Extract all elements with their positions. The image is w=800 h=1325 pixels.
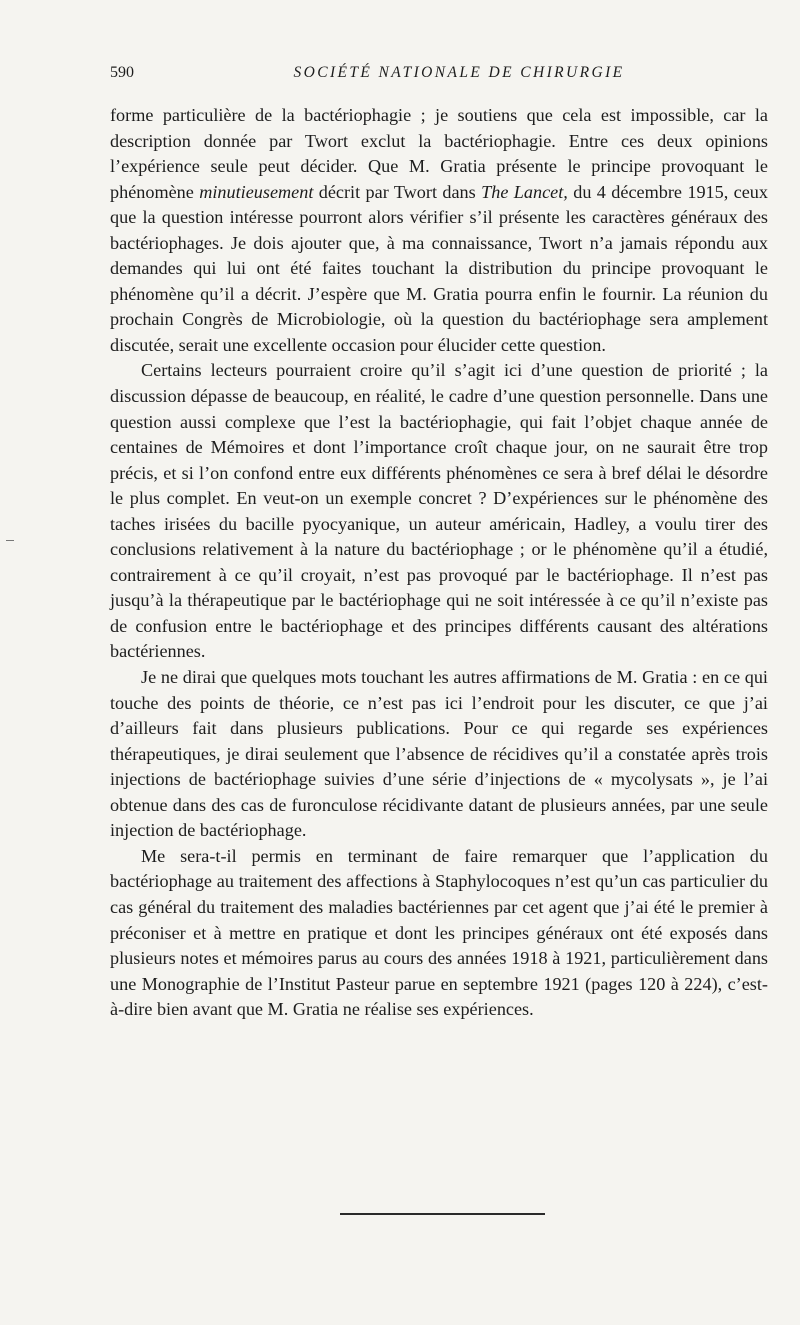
emphasis-text: minutieusement xyxy=(199,181,314,202)
text-segment: Me sera-t-il permis en terminant de faire remarquer que l’application du bactériophage au traitement des affections à Staphylocoques n’est qu’un cas particulier du cas général du traitement des maladies bactériennes par cet agent que j’ai été le premier à préconiser et à mettre en pratique et dont les principes généraux ont été exposés dans plusieurs notes et mémoires parus au cours des années 1918 à 1921, particulièrement dans une Monographie de l’Institut Pasteur parue en septembre 1921 (pages 120 à 224), c’est-à-dire bien avant que M. Gratia ne réalise ses expériences. xyxy=(110,845,768,1020)
text-segment: Je ne dirai que quelques mots touchant les autres affirmations de M. Gratia : en ce qui touche des points de théorie, ce n’est pas ici l’endroit pour les discuter, ce que j’ai d’ailleurs fait dans plusieurs publications. Pour ce qui regarde ses expériences thérapeutiques, je dirai seulement que l’absence de récidives qu’il a constatée après trois injections de bactériophage suivies d’une série d’injections de « mycolysats », je l’ai obtenue dans des cas de furonculose récidivante datant de plusieurs années, par une seule injection de bactériophage. xyxy=(110,667,768,841)
journal-title: The Lancet, xyxy=(481,181,568,202)
page-number: 590 xyxy=(110,64,134,81)
margin-mark xyxy=(6,540,14,541)
page xyxy=(110,58,768,1023)
body-text xyxy=(110,103,768,1023)
text-segment: du 4 décembre 1915, ceux que la question intéresse pourront alors vérifier s’il présente les caractères généraux des bactériophages. Je dois ajouter que, à ma connaissance, Twort n’a jamais répondu aux demandes qui lui ont été faites touchant la distribution du principe provoquant le phénomène qu’il a décrit. J’espère que M. Gratia pourra enfin le fournir. La réunion du prochain Congrès de Microbiologie, où la question du bactériophage sera amplement discutée, serait une excellente occasion pour élucider cette question. xyxy=(110,181,768,355)
paragraph xyxy=(110,103,768,358)
text-segment: forme particulière de la bactériophagie ; je soutiens que cela est impossible, car la description donnée par Twort exclut la bactériophagie. Entre ces deux opinions l’expérience seule peut décider. Que M. Gratia présente le principe provoquant le phénomène xyxy=(110,105,768,202)
paragraph xyxy=(110,665,768,844)
running-title: SOCIÉTÉ NATIONALE DE CHIRURGIE xyxy=(293,64,625,81)
page-header xyxy=(110,58,768,88)
paragraph xyxy=(110,844,768,1023)
text-segment: décrit par Twort dans xyxy=(313,181,482,202)
closing-rule xyxy=(340,1213,545,1215)
text-segment: Certains lecteurs pourraient croire qu’il s’agit ici d’une question de priorité ; la discussion dépasse de beaucoup, en réalité, le cadre d’une question personnelle. Dans une question aussi complexe que l’est la bactériophagie, qui fait l’objet chaque année de centaines de Mémoires et dont l’importance croît chaque jour, on ne saurait être trop précis, et si l’on confond entre eux différents phénomènes ce sera à bref délai le désordre le plus complet. En veut-on un exemple concret ? D’expériences sur le phénomène des taches irisées du bacille pyocyanique, un auteur américain, Hadley, a voulu tirer des conclusions relativement à la nature du bactériophage ; or le phénomène qu’il a étudié, contrairement à ce qu’il croyait, n’est pas provoqué par le bactériophage. Il n’est pas jusqu’à la thérapeutique par le bactériophage qui ne soit intéressée à ce qu’il n’existe pas de confusion entre le bactériophage et des principes différents causant des altérations bactériennes. xyxy=(110,360,768,662)
paragraph xyxy=(110,358,768,665)
